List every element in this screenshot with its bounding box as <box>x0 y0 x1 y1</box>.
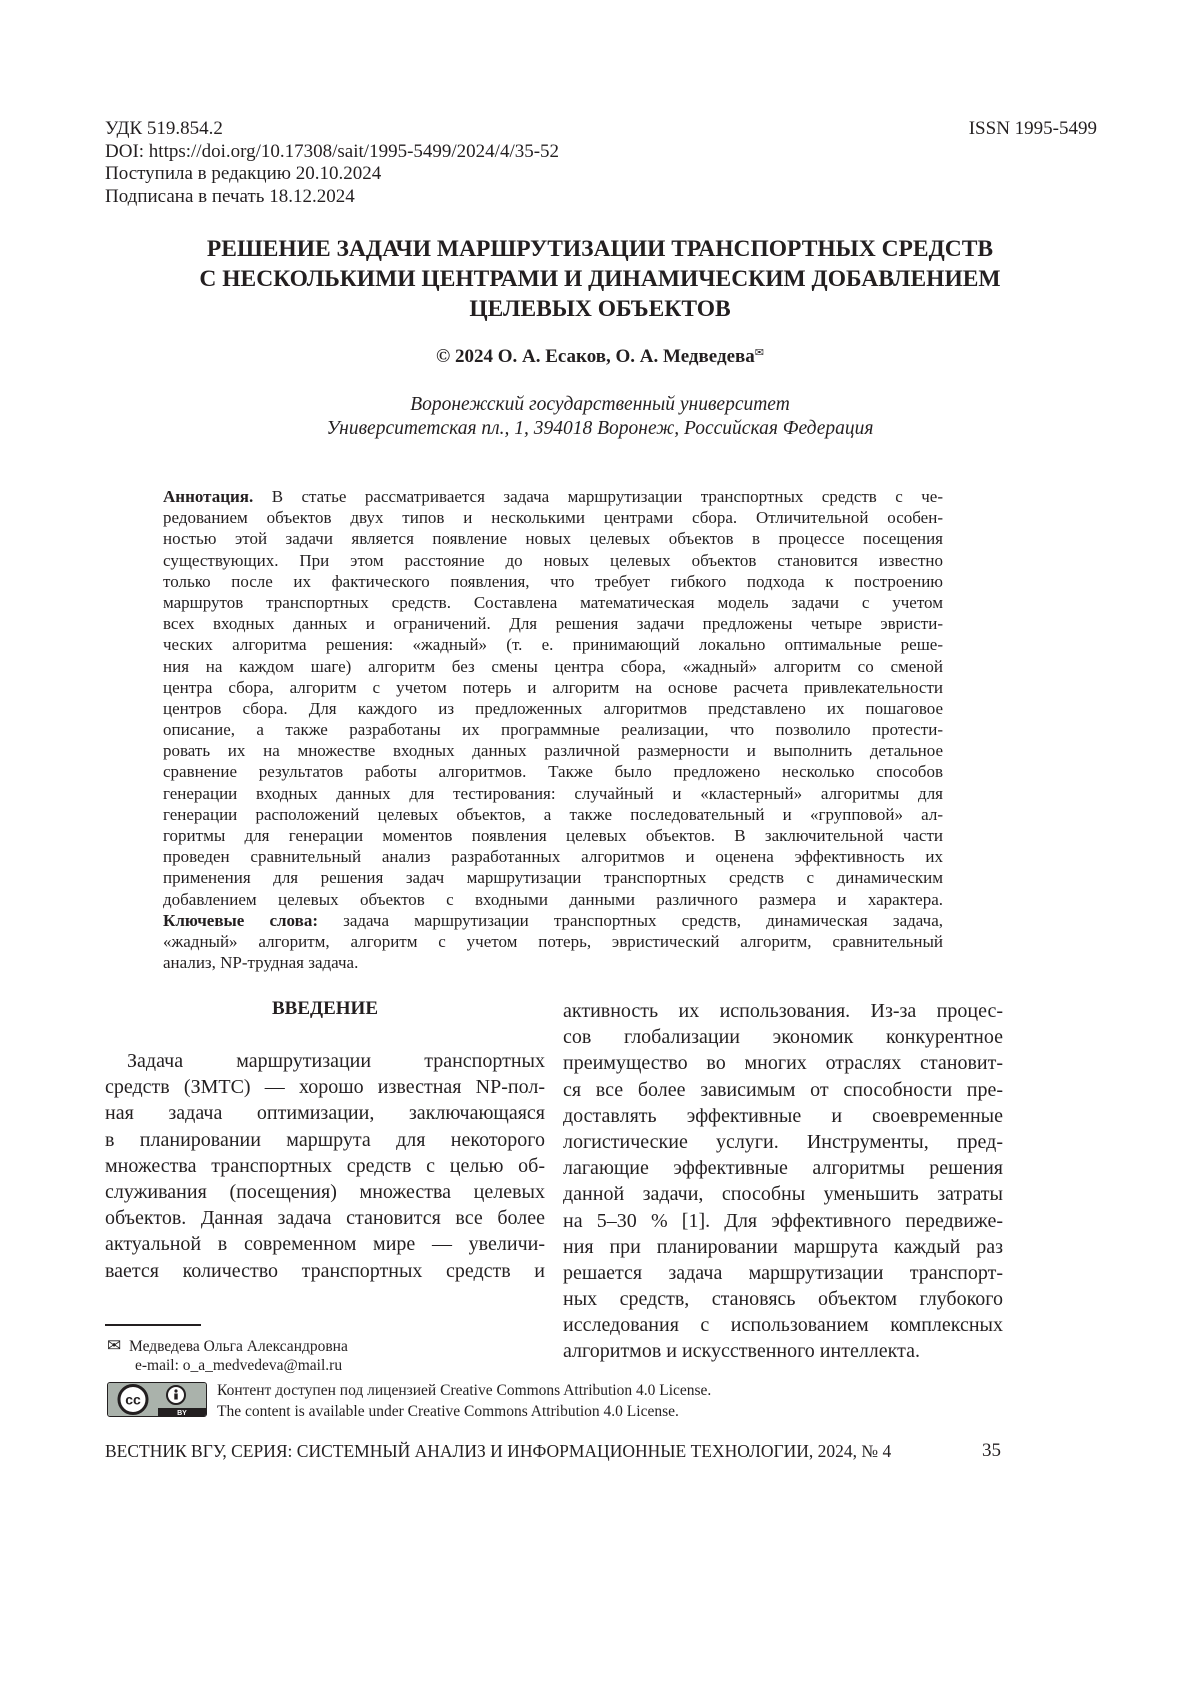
body-line: лагающие эффективные алгоритмы решения <box>563 1155 1003 1181</box>
body-line: средств (ЗМТС) — хорошо известная NP-пол- <box>105 1074 545 1100</box>
keywords-label: Ключевые слова: <box>163 911 318 930</box>
abstract-line: горитмы для генерации моментов появления целевых объектов. В заключительной части <box>163 825 943 846</box>
body-line: исследования с использованием комплексных <box>563 1312 1003 1338</box>
abstract-line: добавлением целевых объектов с входными данными различного размера и характера. <box>163 889 943 910</box>
envelope-icon: ✉ <box>755 347 764 359</box>
corresponding-author: Медведева Ольга Александровна <box>129 1338 348 1355</box>
cc-by-icon <box>108 1383 206 1416</box>
article-meta <box>105 118 559 208</box>
abstract-line: редованием объектов двух типов и несколькими центрами сбора. Отличительной особен- <box>163 507 943 528</box>
body-line: логистические услуги. Инструменты, пред- <box>563 1129 1003 1155</box>
signed-date: Подписана в печать 18.12.2024 <box>105 186 559 209</box>
abstract-line: генерации входных данных для тестирования: случайный и «кластерный» алгоритмы для <box>163 783 943 804</box>
affiliation <box>100 393 1100 441</box>
abstract-line: существующих. При этом расстояние до новых целевых объектов становится известно <box>163 550 943 571</box>
body-line: активность их использования. Из-за процес- <box>563 998 1003 1024</box>
authors-text: © 2024 О. А. Есаков, О. А. Медведева <box>436 346 755 367</box>
abstract-line: ровать их на множестве входных данных различной размерности и выполнить детальное <box>163 740 943 761</box>
abstract-line: всех входных данных и ограничений. Для решения задачи предложены четыре эвристи- <box>163 613 943 634</box>
body-line: в планировании маршрута для некоторого <box>105 1127 545 1153</box>
license-ru: Контент доступен под лицензией Creative Commons Attribution 4.0 License. <box>217 1380 711 1401</box>
body-line: на 5–30 % [1]. Для эффективного передвиже- <box>563 1208 1003 1234</box>
authors <box>100 346 1100 368</box>
abstract-text: В статье рассматривается задача маршрутизации транспортных средств с че- <box>272 487 943 506</box>
abstract-line: только после их фактического появления, что требует гибкого подхода к построению <box>163 571 943 592</box>
body-line: объектов. Данная задача становится все более <box>105 1205 545 1231</box>
abstract-label: Аннотация. <box>163 487 253 506</box>
abstract-line: центра сбора, алгоритм с учетом потерь и алгоритм на основе расчета привлекательности <box>163 677 943 698</box>
envelope-icon: ✉ <box>107 1336 121 1355</box>
abstract-line: применения для решения задач маршрутизации транспортных средств с динамическим <box>163 867 943 888</box>
body-line: вается количество транспортных средств и <box>105 1258 545 1284</box>
abstract <box>163 486 943 973</box>
footnote-divider <box>105 1324 201 1326</box>
abstract-line: описание, а также разработаны их программные реализации, что позволило протести- <box>163 719 943 740</box>
udc: УДК 519.854.2 <box>105 118 559 141</box>
intro-left-column <box>105 1048 545 1284</box>
section-heading-introduction: ВВЕДЕНИЕ <box>105 998 545 1020</box>
running-footer: ВЕСТНИК ВГУ, СЕРИЯ: СИСТЕМНЫЙ АНАЛИЗ И ИНФОРМАЦИОННЫЕ ТЕХНОЛОГИИ, 2024, № 4 <box>105 1441 891 1462</box>
article-title <box>100 234 1100 324</box>
keywords-text: задача маршрутизации транспортных средств, динамическая задача, <box>343 911 943 930</box>
svg-text:BY: BY <box>177 1410 187 1416</box>
abstract-line: генерации расположений целевых объектов, а также последовательный и «групповой» ал- <box>163 804 943 825</box>
body-line: ния при планировании маршрута каждый раз <box>563 1234 1003 1260</box>
email[interactable]: e-mail: o_a_medvedeva@mail.ru <box>107 1356 348 1375</box>
intro-right-column <box>563 998 1003 1365</box>
license-en: The content is available under Creative Commons Attribution 4.0 License. <box>217 1401 711 1422</box>
keywords-line: анализ, NP-трудная задача. <box>163 952 943 973</box>
abstract-line: сравнение результатов работы алгоритмов. Также было предложено несколько способов <box>163 761 943 782</box>
body-line: актуальной в современном мире — увеличи- <box>105 1231 545 1257</box>
received-date: Поступила в редакцию 20.10.2024 <box>105 163 559 186</box>
abstract-line <box>163 486 943 507</box>
body-line: преимущество во многих отраслях становит- <box>563 1050 1003 1076</box>
page-number: 35 <box>982 1440 1001 1462</box>
license-text <box>217 1380 711 1422</box>
footnote <box>107 1336 348 1375</box>
doi: DOI: https://doi.org/10.17308/sait/1995-5499/2024/4/35-52 <box>105 141 559 164</box>
university: Воронежский государственный университет <box>100 393 1100 417</box>
title-line: С НЕСКОЛЬКИМИ ЦЕНТРАМИ И ДИНАМИЧЕСКИМ ДОБАВЛЕНИЕМ <box>100 264 1100 294</box>
abstract-line: проведен сравнительный анализ разработанных алгоритмов и оценена эффективность их <box>163 846 943 867</box>
body-line: Задача маршрутизации транспортных <box>105 1048 545 1074</box>
abstract-line: маршрутов транспортных средств. Составлена математическая модель задачи с учетом <box>163 592 943 613</box>
body-line: служивания (посещения) множества целевых <box>105 1179 545 1205</box>
abstract-line: ческих алгоритма решения: «жадный» (т. е. принимающий локально оптимальные реше- <box>163 634 943 655</box>
cc-by-license-badge <box>107 1382 207 1417</box>
body-line: множества транспортных средств с целью об- <box>105 1153 545 1179</box>
body-line: ся все более зависимым от способности пре- <box>563 1077 1003 1103</box>
keywords-line <box>163 910 943 931</box>
body-line: решается задача маршрутизации транспорт- <box>563 1260 1003 1286</box>
body-line: ная задача оптимизации, заключающаяся <box>105 1100 545 1126</box>
title-line: ЦЕЛЕВЫХ ОБЪЕКТОВ <box>100 294 1100 324</box>
body-line: ных средств, становясь объектом глубокого <box>563 1286 1003 1312</box>
abstract-line: ностью этой задачи является появление новых целевых объектов в процессе посещения <box>163 528 943 549</box>
body-line: данной задачи, способны уменьшить затраты <box>563 1181 1003 1207</box>
title-line: РЕШЕНИЕ ЗАДАЧИ МАРШРУТИЗАЦИИ ТРАНСПОРТНЫХ СРЕДСТВ <box>100 234 1100 264</box>
abstract-line: ния на каждом шаге) алгоритм без смены центра сбора, «жадный» алгоритм со сменой <box>163 656 943 677</box>
abstract-line: центров сбора. Для каждого из предложенных алгоритмов представлено их пошаговое <box>163 698 943 719</box>
body-line: доставлять эффективные и своевременные <box>563 1103 1003 1129</box>
svg-text:cc: cc <box>125 1392 141 1408</box>
keywords-line: «жадный» алгоритм, алгоритм с учетом потерь, эвристический алгоритм, сравнительный <box>163 931 943 952</box>
address: Университетская пл., 1, 394018 Воронеж, Российская Федерация <box>100 417 1100 441</box>
body-line: алгоритмов и искусственного интеллекта. <box>563 1338 1003 1364</box>
issn: ISSN 1995-5499 <box>969 118 1097 140</box>
body-line: сов глобализации экономик конкурентное <box>563 1024 1003 1050</box>
